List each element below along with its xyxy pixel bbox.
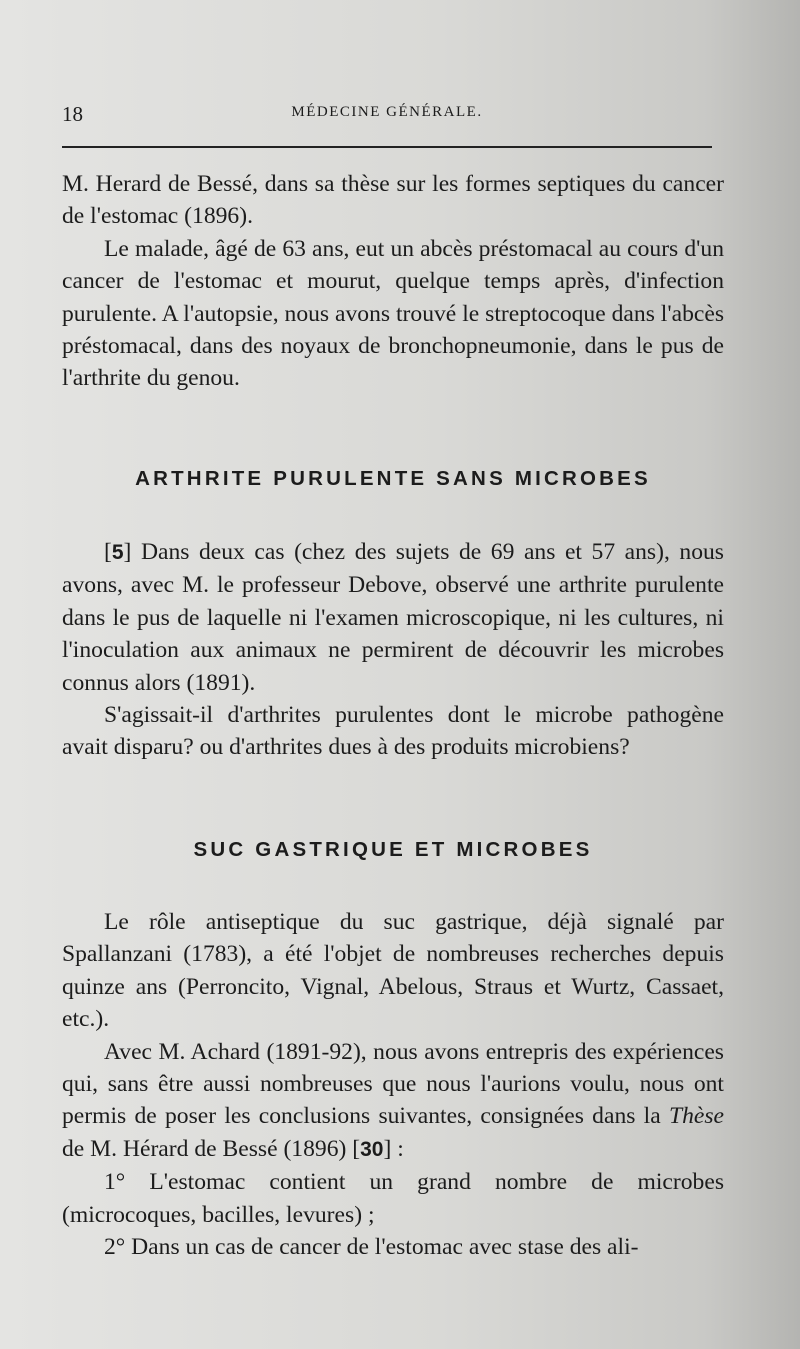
section-arthrite-body <box>62 536 724 764</box>
running-head <box>62 102 712 128</box>
intro-block <box>62 168 724 395</box>
these-italic: Thèse <box>668 1103 724 1130</box>
suc-paragraph-4: 2° Dans un cas de cancer de l'estomac avec stase des ali- <box>104 1234 639 1261</box>
intro-paragraph-2: Le malade, âgé de 63 ans, eut un abcès préstomacal au cours d'un cancer de l'estomac et mourut, quelque temps après, d'infection purulente. A l'autopsie, nous avons trouvé le streptocoque dans l'abcès préstomacal, dans des noyaux de bronchopneumonie, dans le pus de l'arthrite du genou. <box>62 235 724 392</box>
suc-paragraph-1: Le rôle antiseptique du suc gastrique, déjà signalé par Spallanzani (1783), a été l'objet de nombreuses recherches depuis quinze ans (Perroncito, Vignal, Abelous, Straus et Wurtz, Cassaet, etc.). <box>62 909 724 1033</box>
page-number: 18 <box>62 102 83 126</box>
section-suc-gastrique-body <box>62 906 724 1263</box>
ref-bracket-open: [ <box>104 539 112 565</box>
suc-paragraph-2-b: de M. Hérard de Bessé (1896) [ <box>62 1135 361 1162</box>
header-rule <box>62 146 712 148</box>
running-title: MÉDECINE GÉNÉRALE. <box>291 104 483 120</box>
suc-paragraph-2-a: Avec M. Achard (1891-92), nous avons entrepris des expériences qui, sans être aussi nombreuses que nous l'aurions voulu, nous ont permis de poser les conclusions suivantes, consignées dans la <box>62 1038 724 1130</box>
section-heading-arthrite: ARTHRITE PURULENTE SANS MICROBES <box>135 467 651 490</box>
ref-bracket-close: ] <box>123 539 132 565</box>
arthrite-paragraph-1 <box>62 536 724 699</box>
section-heading-suc-gastrique: SUC GASTRIQUE ET MICROBES <box>193 838 593 861</box>
suc-paragraph-2 <box>62 1036 724 1167</box>
reference-number: 5 <box>111 541 124 564</box>
suc-paragraph-2-c: ] : <box>383 1135 404 1162</box>
intro-paragraph-1: M. Herard de Bessé, dans sa thèse sur les formes septiques du cancer de l'estomac (1896). <box>62 171 724 230</box>
reference-number-30: 30 <box>360 1137 384 1161</box>
arthrite-paragraph-2: S'agissait-il d'arthrites purulentes dont le microbe pathogène avait disparu? ou d'arthrites dues à des produits microbiens? <box>62 702 724 761</box>
arthrite-paragraph-1-text: Dans deux cas (chez des sujets de 69 ans et 57 ans), nous avons, avec M. le professeur Debove, observé une arthrite purulente dans le pus de laquelle ni l'examen microscopique, ni les cultures, ni l'inoculation aux animaux ne permirent de découvrir les microbes connus alors (1891). <box>62 539 724 696</box>
suc-paragraph-3: 1° L'estomac contient un grand nombre de microbes (microcoques, bacilles, levures) ; <box>62 1169 724 1228</box>
